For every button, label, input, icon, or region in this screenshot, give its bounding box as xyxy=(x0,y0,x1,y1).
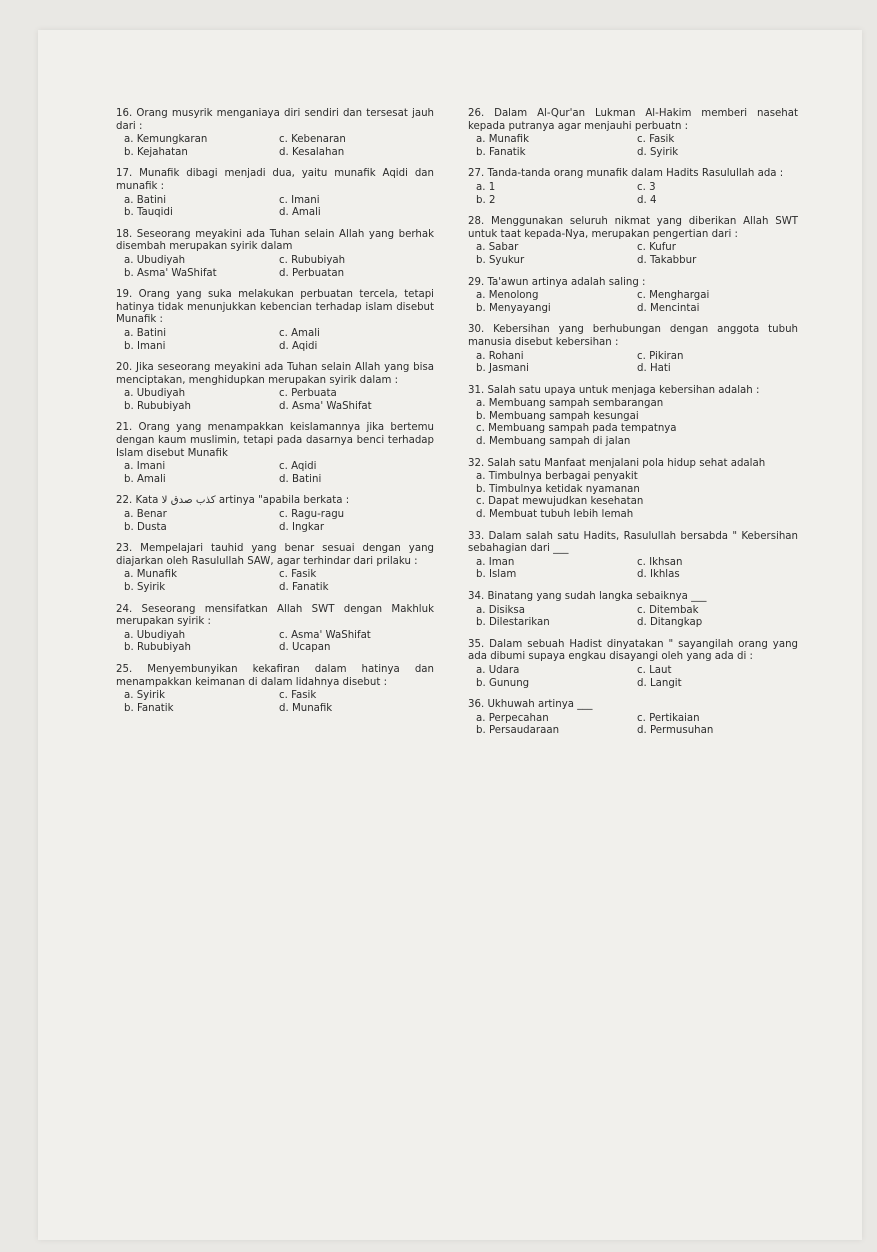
question-25 xyxy=(116,664,434,715)
question-20 xyxy=(116,362,434,413)
option-b: b. Membuang sampah kesungai xyxy=(476,410,639,422)
option-d: d. Takabbur xyxy=(637,254,697,266)
option-c: c. Menghargai xyxy=(637,290,710,302)
option-a: a. Menolong xyxy=(476,290,539,302)
question-text: 29. Ta'awun artinya adalah saling : xyxy=(468,276,646,288)
option-d: d. Asma' WaShifat xyxy=(279,400,372,412)
question-text: 25. Menyembunyikan kekafiran dalam hatinya dan menampakkan keimanan di dalam lidahnya disebut : xyxy=(116,663,434,688)
question-text: 18. Seseorang meyakini ada Tuhan selain Allah yang berhak disembah merupakan syirik dalam xyxy=(116,228,434,253)
question-text: 16. Orang musyrik menganiaya diri sendiri dan tersesat jauh dari : xyxy=(116,108,434,132)
option-c: c. Kebenaran xyxy=(279,134,346,146)
option-b: b. Asma' WaShifat xyxy=(124,267,217,279)
option-a: a. Syirik xyxy=(124,690,165,702)
option-d: d. Ingkar xyxy=(279,521,325,533)
option-c: c. Membuang sampah pada tempatnya xyxy=(476,423,677,435)
option-d: d. Amali xyxy=(279,207,321,219)
question-text: 27. Tanda-tanda orang munafik dalam Hadits Rasulullah ada : xyxy=(468,168,784,180)
option-c: c. Aqidi xyxy=(279,461,317,473)
option-b: b. Menyayangi xyxy=(476,302,551,314)
question-text: 32. Salah satu Manfaat menjalani pola hidup sehat adalah xyxy=(468,457,766,469)
option-c: c. Ditembak xyxy=(637,604,699,616)
option-b: b. Jasmani xyxy=(476,363,529,375)
option-a: a. Imani xyxy=(124,461,166,473)
question-text: 36. Ukhuwah artinya ___ xyxy=(468,699,593,711)
option-d: d. Syirik xyxy=(637,146,679,158)
option-b: b. Rububiyah xyxy=(124,642,191,654)
option-a: a. Disiksa xyxy=(476,604,525,616)
option-a: a. Batini xyxy=(124,194,167,206)
option-d: d. Aqidi xyxy=(279,340,318,352)
option-c: c. Ikhsan xyxy=(637,556,683,568)
question-34 xyxy=(468,591,798,630)
option-a: a. Sabar xyxy=(476,242,519,254)
option-b: b. Fanatik xyxy=(124,702,174,714)
option-d: d. Fanatik xyxy=(279,582,329,593)
question-text: 26. Dalam Al-Qur'an Lukman Al-Hakim memberi nasehat kepada putranya agar menjauhi perbuatn : xyxy=(468,108,798,132)
option-c: c. Fasik xyxy=(637,134,675,146)
question-23 xyxy=(116,543,434,594)
question-text: 28. Menggunakan seluruh nikmat yang diberikan Allah SWT untuk taat kepada-Nya, merupakan pengertian dari : xyxy=(468,216,798,240)
question-text: 23. Mempelajari tauhid yang benar sesuai dengan yang diajarkan oleh Rasulullah SAW, agar terhindar dari prilaku : xyxy=(116,543,434,567)
option-a: a. Rohani xyxy=(476,350,524,362)
question-21 xyxy=(116,422,434,486)
option-d: d. Ikhlas xyxy=(637,569,680,581)
option-d: d. Permusuhan xyxy=(637,725,714,737)
option-a: a. Kemungkaran xyxy=(124,134,208,146)
option-c: c. Pikiran xyxy=(637,350,684,362)
question-26 xyxy=(468,108,798,159)
question-text: 34. Binatang yang sudah langka sebaiknya ___ xyxy=(468,591,707,602)
option-d: d. Munafik xyxy=(279,702,333,714)
option-c: c. Fasik xyxy=(279,690,317,702)
option-d: d. Ditangkap xyxy=(637,617,703,629)
question-22 xyxy=(116,495,434,534)
option-c: c. Pertikaian xyxy=(637,712,700,724)
option-b: b. Imani xyxy=(124,340,166,352)
option-c: c. Fasik xyxy=(279,569,317,581)
option-b: b. Amali xyxy=(124,473,166,485)
option-b: b. Fanatik xyxy=(476,146,526,158)
option-a: a. Munafik xyxy=(124,569,177,581)
question-29 xyxy=(468,277,798,316)
question-36 xyxy=(468,699,798,738)
option-c: c. 3 xyxy=(637,181,656,193)
option-b: b. Dilestarikan xyxy=(476,617,550,629)
option-b: b. Syirik xyxy=(124,582,166,593)
option-b: b. Persaudaraan xyxy=(476,725,560,737)
option-a: a. Iman xyxy=(476,556,515,568)
option-d: d. Perbuatan xyxy=(279,267,345,279)
option-c: c. Laut xyxy=(637,664,672,676)
option-b: b. Kejahatan xyxy=(124,146,188,158)
option-b: b. Tauqidi xyxy=(124,207,173,219)
option-a: a. Batini xyxy=(124,327,167,339)
right-column xyxy=(468,108,798,747)
option-d: d. 4 xyxy=(637,194,657,206)
option-b: b. Syukur xyxy=(476,254,525,266)
option-a: a. Membuang sampah sembarangan xyxy=(476,398,664,410)
option-a: a. Munafik xyxy=(476,134,529,146)
option-d: d. Membuat tubuh lebih lemah xyxy=(476,509,634,521)
question-28 xyxy=(468,216,798,267)
question-text: 17. Munafik dibagi menjadi dua, yaitu munafik Aqidi dan munafik : xyxy=(116,168,434,192)
left-column xyxy=(116,108,434,724)
option-a: a. Ubudiyah xyxy=(124,254,186,266)
option-c: c. Dapat mewujudkan kesehatan xyxy=(476,496,644,508)
question-text: 21. Orang yang menampakkan keislamannya jika bertemu dengan kaum muslimin, tetapi pada dasarnya benci terhadap Islam disebut Munafik xyxy=(116,422,434,459)
option-d: d. Hati xyxy=(637,363,671,375)
question-text: 35. Dalam sebuah Hadist dinyatakan " sayangilah orang yang ada dibumi supaya engkau disayangi oleh yang ada di : xyxy=(468,638,798,663)
option-b: b. Timbulnya ketidak nyamanan xyxy=(476,483,640,495)
option-b: b. Rububiyah xyxy=(124,400,191,412)
question-19 xyxy=(116,289,434,353)
option-b: b. 2 xyxy=(476,194,496,206)
option-a: a. Timbulnya berbagai penyakit xyxy=(476,471,638,483)
question-18 xyxy=(116,229,434,280)
question-16 xyxy=(116,108,434,159)
option-a: a. Udara xyxy=(476,664,520,676)
question-text: 24. Seseorang mensifatkan Allah SWT dengan Makhluk merupakan syirik : xyxy=(116,603,434,628)
option-d: d. Mencintai xyxy=(637,302,700,314)
question-31 xyxy=(468,385,798,449)
option-c: c. Kufur xyxy=(637,242,676,254)
option-b: b. Dusta xyxy=(124,521,167,533)
option-d: d. Langit xyxy=(637,677,682,689)
question-30 xyxy=(468,324,798,375)
question-text: 33. Dalam salah satu Hadits, Rasulullah bersabda " Kebersihan sebahagian dari ___ xyxy=(468,530,798,555)
option-a: a. Ubudiyah xyxy=(124,388,186,400)
option-d: d. Kesalahan xyxy=(279,146,345,158)
option-b: b. Gunung xyxy=(476,677,530,689)
option-c: c. Ragu-ragu xyxy=(279,509,345,521)
option-a: a. Benar xyxy=(124,509,167,521)
question-text: 31. Salah satu upaya untuk menjaga kebersihan adalah : xyxy=(468,384,760,396)
question-text: 30. Kebersihan yang berhubungan dengan anggota tubuh manusia disebut kebersihan : xyxy=(468,324,798,348)
option-c: c. Rububiyah xyxy=(279,254,346,266)
question-32 xyxy=(468,458,798,522)
option-c: c. Perbuata xyxy=(279,388,337,400)
option-a: a. 1 xyxy=(476,181,496,193)
option-d: d. Batini xyxy=(279,473,322,485)
question-27 xyxy=(468,168,798,207)
option-d: d. Ucapan xyxy=(279,642,331,654)
question-text: 22. Kata كذب صدق لا artinya "apabila berkata : xyxy=(116,495,350,507)
question-24 xyxy=(116,604,434,655)
option-c: c. Amali xyxy=(279,327,320,339)
question-text: 20. Jika seseorang meyakini ada Tuhan selain Allah yang bisa menciptakan, menghidupkan merupakan syirik dalam : xyxy=(116,362,434,386)
option-a: a. Perpecahan xyxy=(476,712,549,724)
option-c: c. Imani xyxy=(279,194,320,206)
option-d: d. Membuang sampah di jalan xyxy=(476,436,631,448)
option-c: c. Asma' WaShifat xyxy=(279,629,371,641)
question-35 xyxy=(468,639,798,690)
question-33 xyxy=(468,531,798,582)
option-b: b. Islam xyxy=(476,569,517,581)
question-17 xyxy=(116,168,434,219)
question-text: 19. Orang yang suka melakukan perbuatan tercela, tetapi hatinya tidak menunjukkan kebencian terhadap islam disebut Munafik : xyxy=(116,289,434,326)
option-a: a. Ubudiyah xyxy=(124,629,186,641)
